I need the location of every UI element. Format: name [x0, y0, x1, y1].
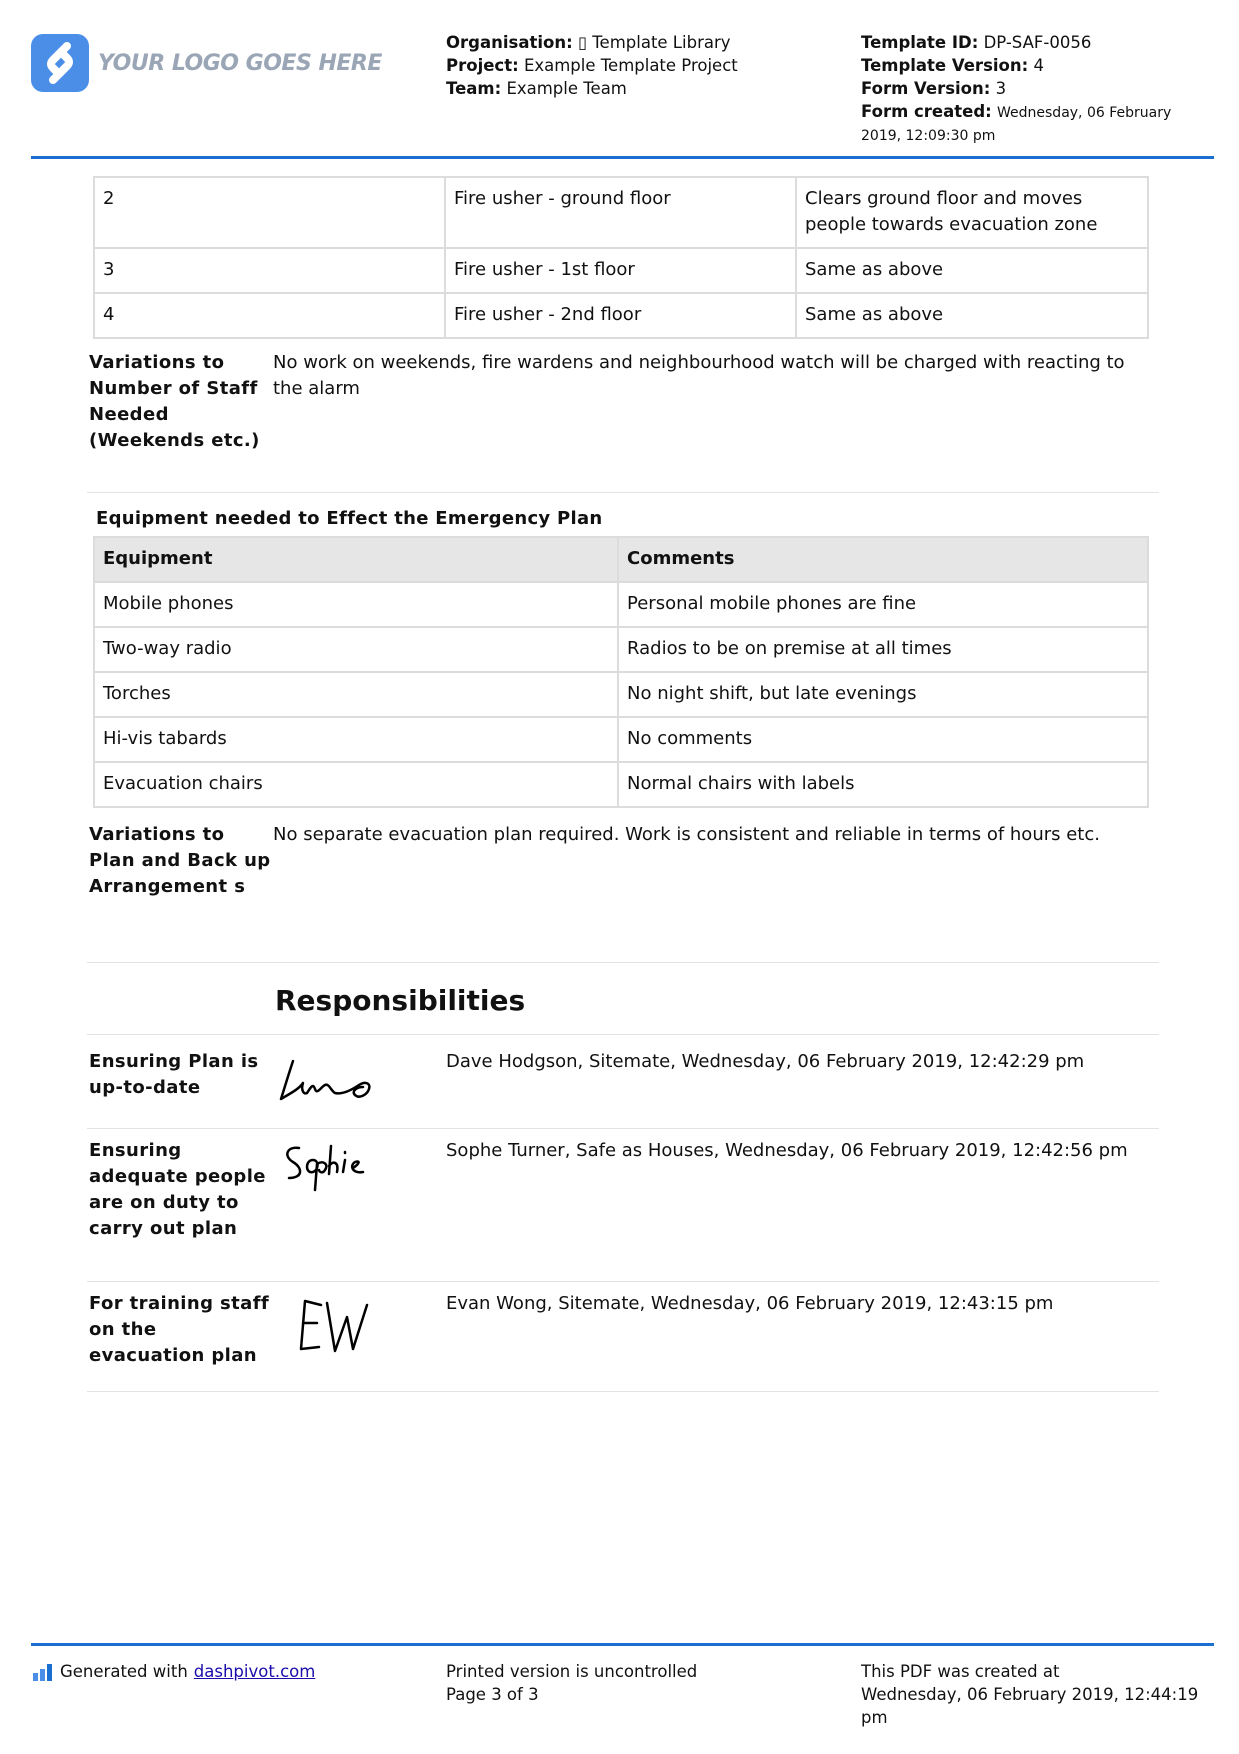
project-label: Project: — [446, 56, 519, 75]
form-version-label: Form Version: — [861, 79, 991, 98]
comment-cell: Personal mobile phones are fine — [619, 583, 1147, 626]
dashpivot-link[interactable]: dashpivot.com — [193, 1662, 316, 1681]
staff-number-cell: 2 — [95, 178, 444, 247]
staff-role-cell: Fire usher - 2nd floor — [446, 294, 795, 337]
form-created-value-cont: 2019, 12:09:30 pm — [861, 128, 996, 144]
comment-cell: Radios to be on premise at all times — [619, 628, 1147, 671]
responsibilities-title: Responsibilities — [275, 984, 526, 1017]
footer-pdf-created — [861, 1660, 1221, 1729]
template-version-label: Template Version: — [861, 56, 1029, 75]
pdf-created-line: Wednesday, 06 February 2019, 12:44:19 — [861, 1685, 1199, 1704]
staff-role-cell: Fire usher - ground floor — [446, 178, 795, 247]
footer-divider — [31, 1643, 1214, 1646]
form-created-label: Form created: — [861, 102, 992, 121]
form-created-value: Wednesday, 06 February — [997, 105, 1172, 121]
equipment-section — [87, 508, 1159, 808]
pdf-created-line: This PDF was created at — [861, 1662, 1060, 1681]
template-id-label: Template ID: — [861, 33, 979, 52]
staff-duty-cell: Same as above — [797, 294, 1147, 337]
variations-staff-label: Variations to Number of Staff Needed (Weekends etc.) — [89, 352, 260, 451]
page-header — [0, 0, 1239, 160]
organisation-value: ▯ Template Library — [577, 33, 731, 52]
variations-staff-value: No work on weekends, fire wardens and neighbourhood watch will be charged with reacting to the alarm — [273, 352, 1125, 399]
signer-details: Dave Hodgson, Sitemate, Wednesday, 06 February 2019, 12:42:29 pm — [446, 1051, 1085, 1072]
header-divider — [31, 156, 1214, 159]
variations-staff-section — [87, 350, 1159, 493]
team-label: Team: — [446, 79, 502, 98]
table-row — [95, 178, 1147, 247]
variations-plan-label: Variations to Plan and Back up Arrangement s — [89, 824, 271, 897]
signature-image — [273, 1049, 446, 1119]
form-version-value: 3 — [995, 79, 1007, 98]
equipment-cell: Two-way radio — [95, 628, 617, 671]
organisation-label: Organisation: — [446, 33, 573, 52]
equipment-column-header: Equipment — [95, 538, 617, 581]
table-row — [95, 628, 1147, 671]
staff-number-cell: 4 — [95, 294, 444, 337]
header-org-info — [446, 31, 846, 100]
equipment-cell: Mobile phones — [95, 583, 617, 626]
template-version-value: 4 — [1033, 56, 1044, 75]
printed-notice: Printed version is uncontrolled — [446, 1662, 698, 1681]
responsibility-label: Ensuring Plan is up-to-date — [89, 1051, 259, 1098]
table-row — [95, 718, 1147, 761]
variations-staff-row — [87, 350, 1159, 493]
template-id-value: DP-SAF-0056 — [983, 33, 1092, 52]
responsibilities-divider — [87, 1017, 1159, 1035]
table-row — [95, 763, 1147, 806]
team-value: Example Team — [506, 79, 627, 98]
signer-details: Sophe Turner, Safe as Houses, Wednesday, 06 February 2019, 12:42:56 pm — [446, 1140, 1128, 1161]
signer-details: Evan Wong, Sitemate, Wednesday, 06 February 2019, 12:43:15 pm — [446, 1293, 1054, 1314]
signature-image — [273, 1138, 446, 1208]
footer-print-info — [446, 1660, 697, 1706]
staff-role-cell: Fire usher - 1st floor — [446, 249, 795, 292]
chart-bars-icon — [33, 1663, 52, 1681]
page-number: Page 3 of 3 — [446, 1685, 539, 1704]
responsibility-label: Ensuring adequate people are on duty to carry out plan — [89, 1140, 266, 1239]
comments-column-header: Comments — [619, 538, 1147, 581]
responsibility-row — [87, 1282, 1159, 1392]
comment-cell: No night shift, but late evenings — [619, 673, 1147, 716]
logo-icon — [31, 34, 89, 92]
staff-duty-cell: Same as above — [797, 249, 1147, 292]
responsibility-label: For training staff on the evacuation plan — [89, 1293, 270, 1366]
responsibility-row — [87, 1035, 1159, 1129]
equipment-cell: Torches — [95, 673, 617, 716]
staff-table-section — [87, 176, 1159, 339]
equipment-cell: Hi-vis tabards — [95, 718, 617, 761]
table-row — [95, 673, 1147, 716]
responsibility-row — [87, 1129, 1159, 1282]
table-header-row — [95, 538, 1147, 581]
logo-text: YOUR LOGO GOES HERE — [98, 50, 382, 76]
pdf-created-line: pm — [861, 1708, 888, 1727]
project-value: Example Template Project — [523, 56, 738, 75]
company-logo — [31, 34, 382, 92]
generated-prefix: Generated with — [60, 1662, 188, 1681]
signature-image — [273, 1291, 446, 1361]
comment-cell: Normal chairs with labels — [619, 763, 1147, 806]
variations-plan-value: No separate evacuation plan required. Work is consistent and reliable in terms of hours etc. — [273, 824, 1100, 845]
table-row — [95, 249, 1147, 292]
responsibilities-section — [87, 984, 1159, 1392]
variations-plan-section — [87, 822, 1159, 963]
staff-table — [93, 176, 1149, 339]
variations-plan-row — [87, 822, 1159, 963]
equipment-table — [93, 536, 1149, 808]
staff-number-cell: 3 — [95, 249, 444, 292]
table-row — [95, 294, 1147, 337]
equipment-cell: Evacuation chairs — [95, 763, 617, 806]
staff-duty-cell: Clears ground floor and moves people towards evacuation zone — [797, 178, 1147, 247]
header-template-info — [861, 31, 1221, 148]
equipment-section-title: Equipment needed to Effect the Emergency Plan — [96, 508, 603, 529]
comment-cell: No comments — [619, 718, 1147, 761]
table-row — [95, 583, 1147, 626]
footer-generated — [33, 1660, 315, 1683]
